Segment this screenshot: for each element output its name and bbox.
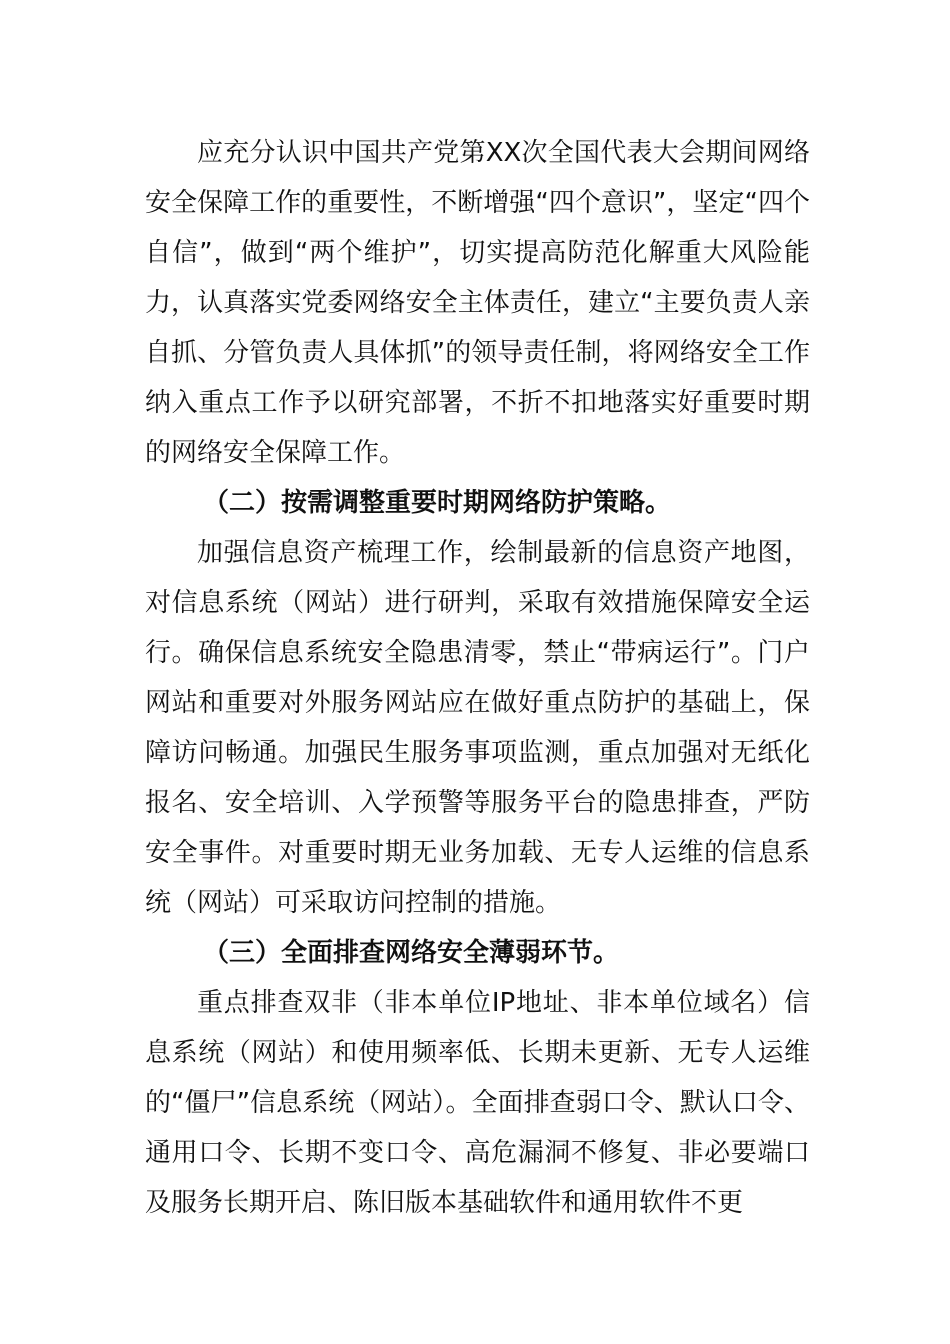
document-body <box>145 128 810 1228</box>
paragraph-weakness-check: 重点排查双非（非本单位IP地址、非本单位域名）信息系统（网站）和使用频率低、长期未更新、无专人运维的“僵尸”信息系统（网站）。全面排查弱口令、默认口令、通用口令、长期不变口令、高危漏洞不修复、非必要端口及服务长期开启、陈旧版本基础软件和通用软件不更 <box>145 988 810 1218</box>
paragraph-importance: 应充分认识中国共产党第XX次全国代表大会期间网络安全保障工作的重要性，不断增强“四个意识”，坚定“四个自信”，做到“两个维护”，切实提高防范化解重大风险能力，认真落实党委网络安全主体责任，建立“主要负责人亲自抓、分管负责人具体抓”的领导责任制，将网络安全工作纳入重点工作予以研究部署，不折不扣地落实好重要时期的网络安全保障工作。 <box>145 138 810 468</box>
section-heading-2: （二）按需调整重要时期网络防护策略。 <box>203 488 672 518</box>
paragraph-protection-strategy: 加强信息资产梳理工作，绘制最新的信息资产地图，对信息系统（网站）进行研判，采取有效措施保障安全运行。确保信息系统安全隐患清零，禁止“带病运行”。门户网站和重要对外服务网站应在做好重点防护的基础上，保障访问畅通。加强民生服务事项监测，重点加强对无纸化报名、安全培训、入学预警等服务平台的隐患排查，严防安全事件。对重要时期无业务加载、无专人运维的信息系统（网站）可采取访问控制的措施。 <box>145 538 810 918</box>
section-heading-3: （三）全面排查网络安全薄弱环节。 <box>203 938 620 968</box>
